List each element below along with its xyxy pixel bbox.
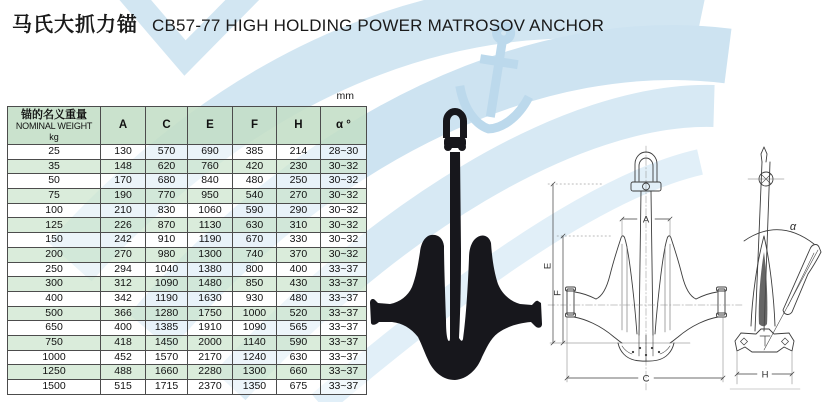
table-cell: 130 [101, 145, 146, 160]
table-cell: 2170 [187, 350, 232, 365]
technical-drawing [540, 140, 830, 402]
table-cell: 1715 [146, 380, 188, 395]
table-cell: 400 [276, 262, 320, 277]
table-cell: 170 [101, 174, 146, 189]
table-cell: 1280 [146, 306, 188, 321]
table-row [8, 247, 367, 262]
table-cell: 2000 [187, 335, 232, 350]
label-H: H [761, 369, 769, 381]
table-cell: 800 [232, 262, 276, 277]
col-header-h: H [276, 107, 320, 145]
table-cell: 480 [232, 174, 276, 189]
table-cell: 2280 [187, 365, 232, 380]
table-cell: 770 [146, 189, 188, 204]
table-row [8, 159, 367, 174]
table-cell: 515 [101, 380, 146, 395]
dim-E [548, 182, 602, 345]
col-header-alpha: α ° [320, 107, 366, 145]
table-cell: 30~32 [320, 159, 366, 174]
weight-header-unit: kg [49, 131, 59, 142]
table-row [8, 262, 367, 277]
table-cell: 33~37 [320, 365, 366, 380]
table-cell: 1480 [187, 277, 232, 292]
table-cell: 190 [101, 189, 146, 204]
table-cell: 270 [101, 247, 146, 262]
table-cell: 590 [276, 335, 320, 350]
anchor-shackle [447, 112, 464, 139]
table-cell: 1500 [8, 380, 101, 395]
table-cell: 930 [232, 291, 276, 306]
table-cell: 250 [8, 262, 101, 277]
table-cell: 1300 [187, 247, 232, 262]
table-cell: 200 [8, 247, 101, 262]
table-cell: 1060 [187, 203, 232, 218]
table-row [8, 350, 367, 365]
table-cell: 1190 [146, 291, 188, 306]
table-cell: 480 [276, 291, 320, 306]
table-cell: 1250 [8, 365, 101, 380]
table-cell: 33~37 [320, 321, 366, 336]
anchor-body [370, 152, 542, 380]
page-title-en: CB57-77 HIGH HOLDING POWER MATROSOV ANCHOR [152, 16, 605, 35]
title-bar [12, 8, 604, 37]
table-cell: 870 [146, 218, 188, 233]
table-cell: 400 [8, 291, 101, 306]
table-cell: 230 [276, 159, 320, 174]
table-cell: 1380 [187, 262, 232, 277]
table-cell: 30~32 [320, 203, 366, 218]
table-cell: 850 [232, 277, 276, 292]
table-row [8, 335, 367, 350]
table-cell: 670 [232, 233, 276, 248]
table-cell: 290 [276, 203, 320, 218]
col-header-f: F [232, 107, 276, 145]
table-cell: 400 [101, 321, 146, 336]
table-row [8, 218, 367, 233]
table-cell: 1040 [146, 262, 188, 277]
table-cell: 300 [8, 277, 101, 292]
table-cell: 33~37 [320, 350, 366, 365]
table-cell: 630 [276, 350, 320, 365]
table-cell: 33~37 [320, 380, 366, 395]
table-cell: 75 [8, 189, 101, 204]
table-cell: 330 [276, 233, 320, 248]
table-cell: 242 [101, 233, 146, 248]
table-cell: 620 [146, 159, 188, 174]
table-cell: 750 [8, 335, 101, 350]
table-cell: 590 [232, 203, 276, 218]
table-cell: 1300 [232, 365, 276, 380]
table-cell: 740 [232, 247, 276, 262]
table-cell: 125 [8, 218, 101, 233]
table-row [8, 291, 367, 306]
table-cell: 33~37 [320, 306, 366, 321]
anchor-photo [360, 85, 545, 400]
table-cell: 366 [101, 306, 146, 321]
dim-C [565, 317, 725, 382]
label-E: E [542, 262, 554, 270]
table-cell: 30~32 [320, 218, 366, 233]
table-cell: 294 [101, 262, 146, 277]
table-cell: 370 [276, 247, 320, 262]
table-cell: 1000 [232, 306, 276, 321]
table-cell: 30~32 [320, 233, 366, 248]
table-cell: 1660 [146, 365, 188, 380]
table-row [8, 277, 367, 292]
right-fluke [655, 236, 696, 334]
table-cell: 1630 [187, 291, 232, 306]
table-cell: 1240 [232, 350, 276, 365]
table-cell: 1910 [187, 321, 232, 336]
table-cell: 1450 [146, 335, 188, 350]
table-cell: 1000 [8, 350, 101, 365]
spec-table [7, 106, 367, 395]
label-A: A [642, 214, 650, 226]
table-cell: 488 [101, 365, 146, 380]
table-cell: 1190 [187, 233, 232, 248]
table-cell: 690 [187, 145, 232, 160]
col-header-a: A [101, 107, 146, 145]
table-cell: 2370 [187, 380, 232, 395]
table-cell: 910 [146, 233, 188, 248]
table-cell: 565 [276, 321, 320, 336]
table-cell: 675 [276, 380, 320, 395]
table-cell: 680 [146, 174, 188, 189]
table-cell: 30~32 [320, 174, 366, 189]
table-cell: 840 [187, 174, 232, 189]
table-row [8, 321, 367, 336]
table-cell: 33~37 [320, 277, 366, 292]
table-cell: 25 [8, 145, 101, 160]
table-cell: 385 [232, 145, 276, 160]
table-row [8, 380, 367, 395]
table-cell: 570 [146, 145, 188, 160]
table-row [8, 203, 367, 218]
label-F: F [552, 290, 564, 296]
table-cell: 148 [101, 159, 146, 174]
col-header-weight [8, 107, 101, 145]
table-cell: 250 [276, 174, 320, 189]
spec-table-body [8, 145, 367, 395]
table-cell: 33~37 [320, 291, 366, 306]
table-cell: 312 [101, 277, 146, 292]
table-row [8, 233, 367, 248]
table-cell: 150 [8, 233, 101, 248]
weight-header-zh: 锚的名义重量 [21, 108, 88, 121]
table-cell: 950 [187, 189, 232, 204]
table-cell: 50 [8, 174, 101, 189]
table-cell: 35 [8, 159, 101, 174]
table-cell: 1130 [187, 218, 232, 233]
table-row [8, 145, 367, 160]
table-cell: 1140 [232, 335, 276, 350]
table-cell: 1350 [232, 380, 276, 395]
table-cell: 1090 [232, 321, 276, 336]
label-alpha: α [789, 221, 797, 233]
weight-header-en: NOMINAL WEIGHT [15, 121, 93, 132]
table-cell: 33~37 [320, 335, 366, 350]
unit-label: mm [336, 90, 354, 102]
table-cell: 1570 [146, 350, 188, 365]
table-cell: 520 [276, 306, 320, 321]
table-cell: 28~30 [320, 145, 366, 160]
side-view-drawing [730, 147, 821, 389]
table-cell: 342 [101, 291, 146, 306]
table-cell: 310 [276, 218, 320, 233]
table-cell: 830 [146, 203, 188, 218]
table-cell: 270 [276, 189, 320, 204]
table-cell: 452 [101, 350, 146, 365]
table-cell: 214 [276, 145, 320, 160]
table-cell: 500 [8, 306, 101, 321]
table-cell: 650 [8, 321, 101, 336]
table-cell: 1090 [146, 277, 188, 292]
table-row [8, 306, 367, 321]
page-title-zh: 马氏大抓力锚 [12, 14, 138, 36]
table-cell: 30~32 [320, 189, 366, 204]
table-cell: 100 [8, 203, 101, 218]
table-cell: 660 [276, 365, 320, 380]
table-row [8, 174, 367, 189]
alpha-arc [744, 230, 814, 244]
table-cell: 420 [232, 159, 276, 174]
table-row [8, 189, 367, 204]
table-cell: 226 [101, 218, 146, 233]
front-view-drawing [548, 146, 742, 390]
table-cell: 980 [146, 247, 188, 262]
col-header-e: E [187, 107, 232, 145]
table-header-row [8, 107, 367, 145]
table-cell: 1385 [146, 321, 188, 336]
table-row [8, 365, 367, 380]
label-C: C [642, 373, 650, 385]
table-cell: 418 [101, 335, 146, 350]
col-header-c: C [146, 107, 188, 145]
table-cell: 760 [187, 159, 232, 174]
table-cell: 33~37 [320, 262, 366, 277]
table-cell: 1750 [187, 306, 232, 321]
table-cell: 30~32 [320, 247, 366, 262]
table-cell: 210 [101, 203, 146, 218]
table-cell: 430 [276, 277, 320, 292]
table-cell: 630 [232, 218, 276, 233]
table-cell: 540 [232, 189, 276, 204]
left-fluke [596, 236, 637, 334]
